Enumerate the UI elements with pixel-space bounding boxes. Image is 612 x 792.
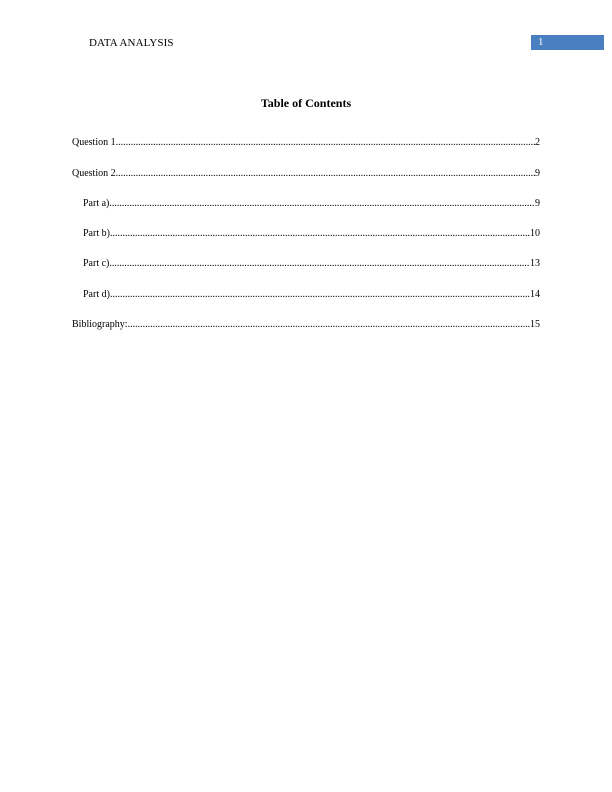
toc-entry-part-d[interactable]	[72, 274, 540, 304]
toc-entry-label: Question 2	[72, 167, 116, 179]
toc-entry-page: 10	[530, 228, 540, 240]
toc-dot-leader	[110, 227, 530, 240]
toc-entry-label: Part d)	[83, 288, 110, 300]
toc-entry-part-b[interactable]	[72, 214, 540, 244]
toc-entry-page: 2	[535, 137, 540, 149]
toc-entry-label: Part a)	[83, 197, 110, 209]
toc-entry-question-1[interactable]	[72, 123, 540, 153]
toc-entry-label: Part c)	[83, 258, 110, 270]
toc-entry-bibliography[interactable]	[72, 305, 540, 335]
toc-title: Table of Contents	[260, 96, 352, 110]
toc-entry-label: Question 1	[72, 137, 116, 149]
toc-entry-label: Part b)	[83, 228, 110, 240]
running-head: DATA ANALYSIS	[89, 37, 174, 49]
toc-entry-part-a[interactable]	[72, 184, 540, 214]
table-of-contents	[72, 123, 540, 335]
toc-dot-leader	[116, 167, 535, 180]
toc-entry-part-c[interactable]	[72, 244, 540, 274]
toc-entry-page: 9	[535, 167, 540, 179]
toc-entry-label: Bibliography:	[72, 319, 128, 331]
toc-entry-question-2[interactable]	[72, 153, 540, 183]
toc-dot-leader	[109, 257, 530, 270]
toc-entry-page: 14	[530, 288, 540, 300]
toc-entry-page: 13	[530, 258, 540, 270]
toc-dot-leader	[128, 318, 530, 331]
toc-dot-leader	[110, 288, 530, 301]
toc-dot-leader	[116, 136, 535, 149]
toc-dot-leader	[109, 197, 535, 210]
toc-entry-page: 9	[535, 197, 540, 209]
page-number-badge: 1	[531, 35, 604, 50]
toc-entry-page: 15	[530, 319, 540, 331]
